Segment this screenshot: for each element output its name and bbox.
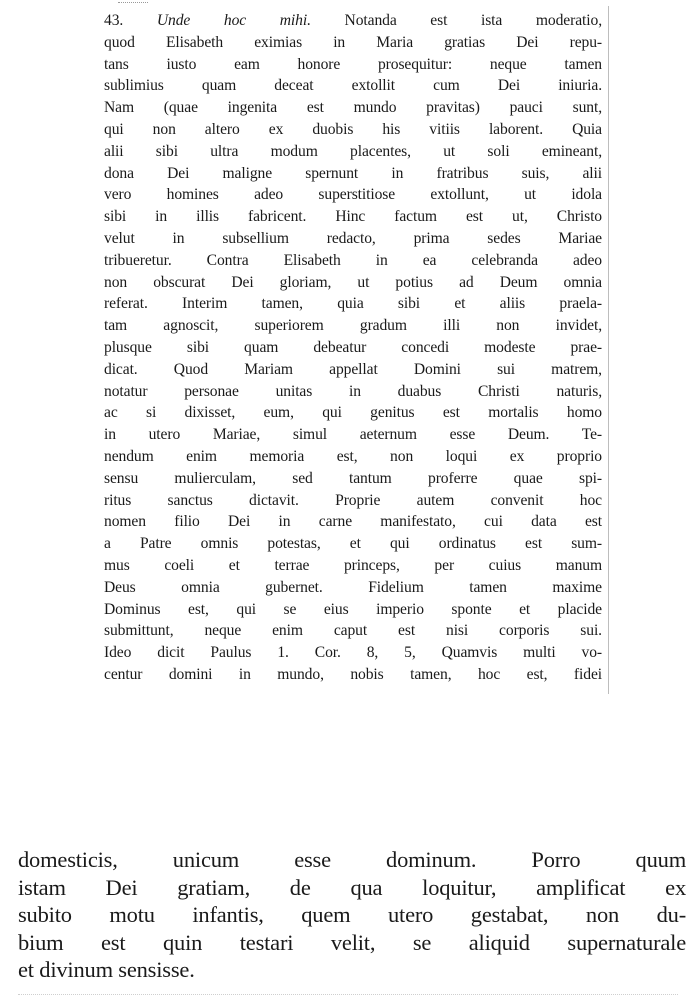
- passage-line: sensu mulierculam, sed tantum proferre quae spi-: [104, 469, 602, 487]
- passage-line: notatur personae unitas in duabus Christi naturis,: [104, 382, 602, 400]
- passage-line: quod Elisabeth eximias in Maria gratias Dei repu-: [104, 33, 602, 51]
- passage-line: bium est quin testari velit, se aliquid supernaturale: [18, 929, 686, 955]
- passage-line: sibi in illis fabricent. Hinc factum est ut, Christo: [104, 208, 602, 226]
- section-number: 43.: [104, 12, 124, 29]
- passage-line: domesticis, unicum esse dominum. Porro quum: [18, 847, 686, 872]
- passage-line: istam Dei gratiam, de qua loquitur, amplificat ex: [18, 874, 686, 900]
- passage-line: Ideo dicit Paulus 1. Cor. 8, 5, Quamvis multi vo-: [104, 644, 602, 662]
- passage-line: non obscurat Dei gloriam, ut potius ad Deum omnia: [104, 273, 602, 291]
- passage-line: mus coeli et terrae princeps, per cuius manum: [104, 556, 602, 574]
- column-rule: [608, 6, 609, 694]
- top-passage: [104, 10, 602, 686]
- passage-line: a Patre omnis potestas, et qui ordinatus est sum-: [104, 535, 602, 553]
- passage-line: dicat. Quod Mariam appellat Domini sui matrem,: [104, 360, 602, 378]
- passage-line: qui non altero ex duobis his vitiis laborent. Quia: [104, 120, 602, 138]
- passage-line: alii sibi ultra modum placentes, ut soli emineant,: [104, 142, 602, 160]
- passage-line: Deus omnia gubernet. Fidelium tamen maxime: [104, 578, 602, 596]
- passage-line: vero homines adeo superstitiose extollunt, ut idola: [104, 186, 602, 204]
- passage-line: centur domini in mundo, nobis tamen, hoc est, fidei: [104, 665, 602, 683]
- top-scan-marks: [118, 2, 148, 7]
- bottom-scan-marks: [18, 994, 678, 997]
- passage-line: dona Dei maligne spernunt in fratribus suis, alii: [104, 164, 602, 182]
- passage-line: sublimius quam deceat extollit cum Dei iniuria.: [104, 77, 602, 95]
- passage-line: ritus sanctus dictavit. Proprie autem convenit hoc: [104, 491, 602, 509]
- passage-line: tans iusto eam honore prosequitur: neque tamen: [104, 55, 602, 73]
- passage-line: nendum enim memoria est, non loqui ex proprio: [104, 447, 602, 465]
- passage-line: referat. Interim tamen, quia sibi et aliis praela-: [104, 295, 602, 313]
- bottom-passage: [18, 846, 686, 984]
- passage-line-final: et divinum sensisse.: [18, 957, 195, 983]
- passage-line: Nam (quae ingenita est mundo pravitas) pauci sunt,: [104, 99, 602, 117]
- passage-line: submittunt, neque enim caput est nisi corporis sui.: [104, 622, 602, 640]
- passage-line: in utero Mariae, simul aeternum esse Deum. Te-: [104, 426, 602, 444]
- passage-line: nomen filio Dei in carne manifestato, cui data est: [104, 513, 602, 531]
- passage-line: tribueretur. Contra Elisabeth in ea celebranda adeo: [104, 251, 602, 269]
- passage-line: Dominus est, qui se eius imperio sponte et placide: [104, 600, 602, 618]
- heading-rest: Notanda est ista moderatio,: [344, 12, 602, 29]
- passage-line: ac si dixisset, eum, qui genitus est mortalis homo: [104, 404, 602, 422]
- lemma-italic: Unde hoc mihi.: [156, 12, 311, 29]
- passage-line: plusque sibi quam debeatur concedi modeste prae-: [104, 338, 602, 356]
- passage-line: tam agnoscit, superiorem gradum illi non invidet,: [104, 317, 602, 335]
- passage-line-heading: [104, 10, 602, 32]
- passage-line: velut in subsellium redacto, prima sedes Mariae: [104, 229, 602, 247]
- passage-line: subito motu infantis, quem utero gestabat, non du-: [18, 902, 686, 928]
